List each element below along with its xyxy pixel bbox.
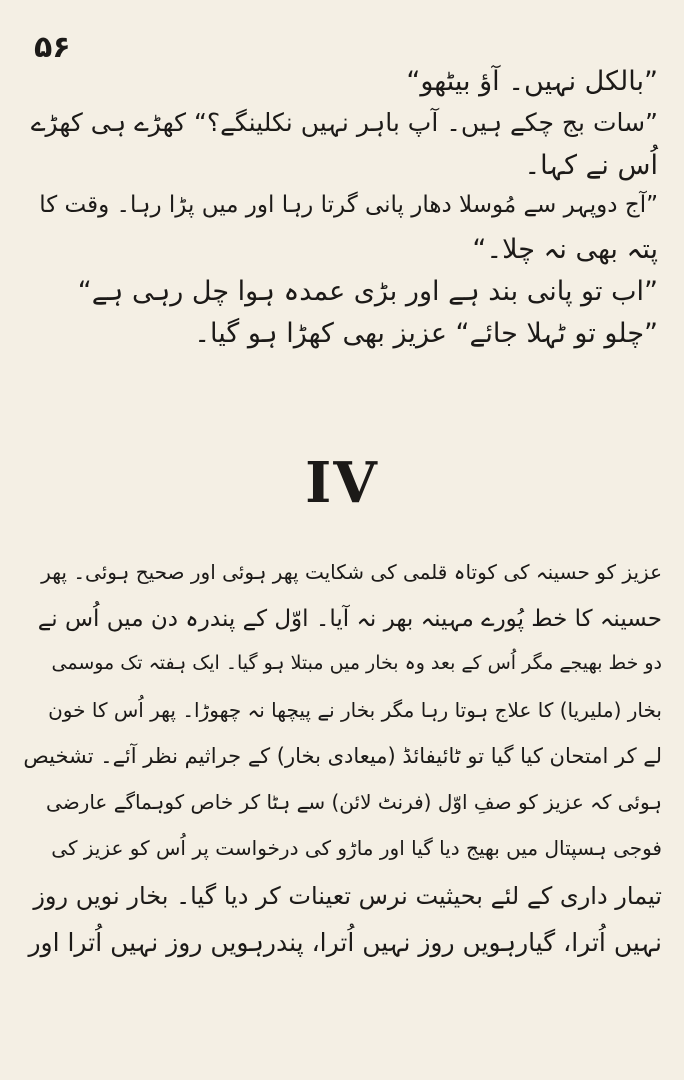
body-line-6: ہوئی کہ عزیز کو صفِ اوّل (فرنٹ لائن) سے ہٹا کر خاص کوہماگے عارضی <box>46 790 662 814</box>
body-line-1: عزیز کو حسینہ کی کوتاہ قلمی کی شکایت پھر ہوئی اور صحیح ہوئی۔ پھر <box>41 560 662 584</box>
body-line-9: نہیں اُترا، گیارہویں روز نہیں اُترا، پندرہویں روز نہیں اُترا اور <box>28 928 662 957</box>
body-paragraph <box>22 560 662 974</box>
page-number: ۵۶ <box>34 30 71 65</box>
dialogue-line-1: ”بالکل نہیں۔ آؤ بیٹھو“ <box>406 66 658 97</box>
body-line-2: حسینہ کا خط پُورے مہینہ بھر نہ آیا۔ اوّل کے پندرہ دن میں اُس نے <box>37 606 662 632</box>
body-line-8: تیمار داری کے لئے بحیثیت نرس تعینات کر دیا گیا۔ بخار نویں روز <box>33 882 662 910</box>
body-line-5: لے کر امتحان کیا گیا تو ٹائیفائڈ (میعادی بخار) کے جراثیم نظر آئے۔ تشخیص <box>23 744 662 768</box>
dialogue-section <box>28 66 658 360</box>
body-line-7: فوجی ہسپتال میں بھیج دیا گیا اور ماڑو کی درخواست پر اُس کو عزیز کی <box>51 836 662 860</box>
dialogue-line-4: ”آج دوپہر سے مُوسلا دھار پانی گرتا رہا اور میں پڑا رہا۔ وقت کا <box>39 192 658 218</box>
dialogue-line-6: ”اب تو پانی بند ہے اور بڑی عمدہ ہوا چل رہی ہے“ <box>77 276 658 307</box>
dialogue-line-2: ”سات بج چکے ہیں۔ آپ باہر نہیں نکلینگے؟“ کھڑے ہی کھڑے <box>30 108 658 137</box>
body-line-4: بخار (ملیریا) کا علاج ہوتا رہا مگر بخار نے پیچھا نہ چھوڑا۔ پھر اُس کا خون <box>48 698 662 722</box>
dialogue-line-7: ”چلو تو ٹہلا جائے“ عزیز بھی کھڑا ہو گیا۔ <box>194 318 658 349</box>
chapter-heading: IV <box>305 450 379 516</box>
body-line-3: دو خط بھیجے مگر اُس کے بعد وہ بخار میں مبتلا ہو گیا۔ ایک ہفتہ تک موسمی <box>51 652 662 674</box>
dialogue-line-3: اُس نے کہا۔ <box>524 150 658 181</box>
dialogue-line-5: پتہ بھی نہ چلا۔“ <box>472 234 658 265</box>
